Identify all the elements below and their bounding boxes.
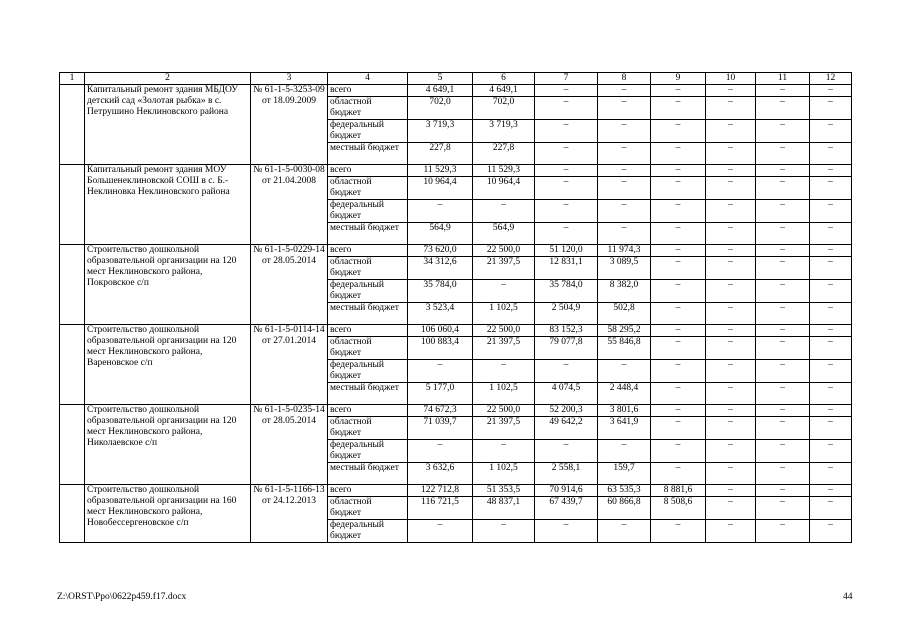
amount-cell: 8 508,6	[651, 497, 706, 520]
funding-source: всего	[328, 245, 408, 257]
amount-cell: 21 397,5	[473, 417, 535, 440]
amount-cell: 100 883,4	[408, 337, 473, 360]
doc-number: № 61-1-5-0114-14	[253, 325, 325, 335]
amount-cell: –	[651, 177, 706, 200]
column-number-header: 11	[756, 73, 810, 85]
amount-cell: –	[651, 223, 706, 245]
amount-cell: –	[810, 497, 852, 520]
amount-cell: –	[535, 177, 598, 200]
funding-source: местный бюджет	[328, 303, 408, 325]
amount-cell: 49 642,2	[535, 417, 598, 440]
amount-cell: –	[810, 200, 852, 223]
footer-file-path: Z:\ORST\Ppo\0622p459.f17.docx	[57, 592, 187, 602]
amount-cell: –	[810, 303, 852, 325]
amount-cell: 1 102,5	[473, 383, 535, 405]
amount-cell: 58 295,2	[598, 325, 651, 337]
expertise-doc	[251, 85, 328, 165]
amount-cell: –	[706, 463, 756, 485]
amount-cell: –	[756, 303, 810, 325]
funding-source: всего	[328, 325, 408, 337]
amount-cell: –	[810, 177, 852, 200]
amount-cell: 21 397,5	[473, 257, 535, 280]
amount-cell: 55 846,8	[598, 337, 651, 360]
doc-date: от 28.05.2014	[262, 256, 316, 266]
amount-cell: 3 632,6	[408, 463, 473, 485]
amount-cell: –	[408, 200, 473, 223]
amount-cell: –	[651, 417, 706, 440]
amount-cell: –	[756, 143, 810, 165]
amount-cell: –	[706, 325, 756, 337]
amount-cell: –	[706, 257, 756, 280]
amount-cell: 122 712,8	[408, 485, 473, 497]
amount-cell: 51 120,0	[535, 245, 598, 257]
amount-cell: –	[756, 337, 810, 360]
amount-cell: –	[651, 325, 706, 337]
amount-cell: –	[756, 463, 810, 485]
amount-cell: –	[756, 325, 810, 337]
column-number-header: 6	[473, 73, 535, 85]
funding-source: федеральный бюджет	[328, 280, 408, 303]
amount-cell: –	[810, 325, 852, 337]
row-index-cell	[60, 85, 85, 165]
amount-cell: –	[651, 120, 706, 143]
amount-cell: –	[756, 280, 810, 303]
table-row	[60, 325, 852, 337]
doc-date: от 24.12.2013	[262, 496, 316, 506]
amount-cell: 502,8	[598, 303, 651, 325]
table-row	[60, 405, 852, 417]
amount-cell: 5 177,0	[408, 383, 473, 405]
amount-cell: –	[706, 485, 756, 497]
funding-source: местный бюджет	[328, 223, 408, 245]
amount-cell: –	[651, 165, 706, 177]
amount-cell: –	[473, 360, 535, 383]
amount-cell: –	[598, 440, 651, 463]
row-index-cell	[60, 485, 85, 543]
funding-source: областной бюджет	[328, 177, 408, 200]
amount-cell: –	[473, 520, 535, 543]
amount-cell: –	[756, 440, 810, 463]
amount-cell: –	[598, 97, 651, 120]
amount-cell: 21 397,5	[473, 337, 535, 360]
amount-cell: –	[651, 440, 706, 463]
amount-cell: –	[810, 223, 852, 245]
amount-cell: –	[706, 143, 756, 165]
expertise-doc	[251, 325, 328, 405]
amount-cell: –	[651, 245, 706, 257]
amount-cell: 227,8	[408, 143, 473, 165]
amount-cell: –	[706, 245, 756, 257]
amount-cell: –	[810, 360, 852, 383]
amount-cell: –	[706, 165, 756, 177]
doc-date: от 27.01.2014	[262, 336, 316, 346]
amount-cell: –	[651, 97, 706, 120]
object-name: Строительство дошкольной образовательной организации на 120 мест Неклиновского района, Покровское с/п	[85, 245, 251, 325]
column-number-header: 3	[251, 73, 328, 85]
amount-cell: 10 964,4	[408, 177, 473, 200]
amount-cell: 702,0	[473, 97, 535, 120]
amount-cell: –	[651, 463, 706, 485]
funding-source: федеральный бюджет	[328, 200, 408, 223]
amount-cell: –	[535, 440, 598, 463]
amount-cell: 60 866,8	[598, 497, 651, 520]
table-row	[60, 245, 852, 257]
funding-source: областной бюджет	[328, 497, 408, 520]
amount-cell: –	[810, 280, 852, 303]
amount-cell: 2 448,4	[598, 383, 651, 405]
doc-date: от 21.04.2008	[262, 176, 316, 186]
amount-cell: 4 074,5	[535, 383, 598, 405]
amount-cell: 4 649,1	[473, 85, 535, 97]
amount-cell: 116 721,5	[408, 497, 473, 520]
amount-cell: –	[706, 337, 756, 360]
budget-table	[59, 72, 852, 543]
amount-cell: 74 672,3	[408, 405, 473, 417]
expertise-doc	[251, 485, 328, 543]
amount-cell: –	[810, 520, 852, 543]
amount-cell: –	[598, 200, 651, 223]
amount-cell: 67 439,7	[535, 497, 598, 520]
amount-cell: –	[598, 177, 651, 200]
amount-cell: –	[810, 245, 852, 257]
table-row	[60, 85, 852, 97]
amount-cell: –	[535, 97, 598, 120]
row-index-cell	[60, 325, 85, 405]
amount-cell: 11 974,3	[598, 245, 651, 257]
amount-cell: 73 620,0	[408, 245, 473, 257]
amount-cell: –	[408, 440, 473, 463]
amount-cell: –	[706, 360, 756, 383]
amount-cell: 83 152,3	[535, 325, 598, 337]
expertise-doc	[251, 405, 328, 485]
amount-cell: 2 504,9	[535, 303, 598, 325]
amount-cell: –	[706, 417, 756, 440]
funding-source: федеральный бюджет	[328, 440, 408, 463]
amount-cell: –	[598, 520, 651, 543]
doc-number: № 61-1-5-0229-14	[253, 245, 325, 255]
amount-cell: –	[756, 85, 810, 97]
amount-cell: –	[756, 165, 810, 177]
amount-cell: –	[651, 360, 706, 383]
amount-cell: –	[756, 360, 810, 383]
amount-cell: –	[535, 520, 598, 543]
amount-cell: –	[651, 383, 706, 405]
amount-cell: 71 039,7	[408, 417, 473, 440]
column-number-header: 10	[706, 73, 756, 85]
amount-cell: –	[598, 165, 651, 177]
column-number-header: 5	[408, 73, 473, 85]
amount-cell: –	[598, 120, 651, 143]
doc-number: № 61-1-5-0235-14	[253, 405, 325, 415]
funding-source: всего	[328, 165, 408, 177]
amount-cell: –	[756, 120, 810, 143]
amount-cell: –	[706, 497, 756, 520]
funding-source: местный бюджет	[328, 143, 408, 165]
amount-cell: –	[756, 485, 810, 497]
amount-cell: –	[598, 143, 651, 165]
amount-cell: 70 914,6	[535, 485, 598, 497]
amount-cell: 227,8	[473, 143, 535, 165]
amount-cell: –	[756, 383, 810, 405]
amount-cell: –	[598, 85, 651, 97]
funding-source: федеральный бюджет	[328, 520, 408, 543]
amount-cell: –	[651, 257, 706, 280]
amount-cell: –	[706, 120, 756, 143]
amount-cell: –	[706, 520, 756, 543]
amount-cell: –	[651, 280, 706, 303]
amount-cell: –	[706, 223, 756, 245]
funding-source: местный бюджет	[328, 463, 408, 485]
amount-cell: –	[651, 200, 706, 223]
amount-cell: –	[535, 85, 598, 97]
object-name: Капитальный ремонт здания МБДОУ детский сад «Золотая рыбка» в с. Петрушино Неклиновского района	[85, 85, 251, 165]
amount-cell: 63 535,3	[598, 485, 651, 497]
amount-cell: 12 831,1	[535, 257, 598, 280]
amount-cell: –	[756, 245, 810, 257]
funding-source: всего	[328, 85, 408, 97]
amount-cell: 3 641,9	[598, 417, 651, 440]
column-number-header: 1	[60, 73, 85, 85]
amount-cell: –	[473, 440, 535, 463]
funding-source: федеральный бюджет	[328, 120, 408, 143]
funding-source: федеральный бюджет	[328, 360, 408, 383]
amount-cell: –	[706, 383, 756, 405]
funding-source: местный бюджет	[328, 383, 408, 405]
doc-number: № 61-1-5-1166-13	[253, 485, 325, 495]
amount-cell: –	[810, 383, 852, 405]
expertise-doc	[251, 165, 328, 245]
amount-cell: –	[756, 200, 810, 223]
amount-cell: 3 801,6	[598, 405, 651, 417]
amount-cell: 3 523,4	[408, 303, 473, 325]
amount-cell: –	[706, 97, 756, 120]
amount-cell: –	[810, 257, 852, 280]
amount-cell: 48 837,1	[473, 497, 535, 520]
amount-cell: –	[810, 417, 852, 440]
amount-cell: –	[810, 120, 852, 143]
amount-cell: 35 784,0	[408, 280, 473, 303]
row-index-cell	[60, 245, 85, 325]
amount-cell: –	[535, 223, 598, 245]
amount-cell: –	[756, 417, 810, 440]
expertise-doc	[251, 245, 328, 325]
amount-cell: 8 881,6	[651, 485, 706, 497]
amount-cell: –	[535, 143, 598, 165]
amount-cell: 564,9	[473, 223, 535, 245]
amount-cell: –	[408, 360, 473, 383]
column-number-header: 2	[85, 73, 251, 85]
amount-cell: –	[810, 463, 852, 485]
amount-cell: 702,0	[408, 97, 473, 120]
amount-cell: –	[706, 405, 756, 417]
amount-cell: –	[810, 485, 852, 497]
amount-cell: 52 200,3	[535, 405, 598, 417]
amount-cell: –	[598, 223, 651, 245]
amount-cell: –	[810, 85, 852, 97]
amount-cell: –	[756, 497, 810, 520]
funding-source: областной бюджет	[328, 97, 408, 120]
header-row	[60, 73, 852, 85]
amount-cell: 22 500,0	[473, 405, 535, 417]
amount-cell: –	[706, 303, 756, 325]
amount-cell: 1 102,5	[473, 463, 535, 485]
amount-cell: 22 500,0	[473, 325, 535, 337]
amount-cell: –	[756, 405, 810, 417]
amount-cell: –	[598, 360, 651, 383]
funding-source: всего	[328, 485, 408, 497]
row-index-cell	[60, 165, 85, 245]
doc-date: от 28.05.2014	[262, 416, 316, 426]
amount-cell: –	[535, 120, 598, 143]
amount-cell: 1 102,5	[473, 303, 535, 325]
amount-cell: –	[651, 405, 706, 417]
amount-cell: 34 312,6	[408, 257, 473, 280]
amount-cell: –	[706, 440, 756, 463]
amount-cell: –	[408, 520, 473, 543]
amount-cell: –	[651, 143, 706, 165]
amount-cell: –	[651, 520, 706, 543]
amount-cell: –	[706, 85, 756, 97]
amount-cell: 3 719,3	[408, 120, 473, 143]
funding-source: областной бюджет	[328, 417, 408, 440]
table-row	[60, 165, 852, 177]
funding-source: областной бюджет	[328, 337, 408, 360]
funding-source: областной бюджет	[328, 257, 408, 280]
row-index-cell	[60, 405, 85, 485]
amount-cell: –	[651, 337, 706, 360]
amount-cell: 3 089,5	[598, 257, 651, 280]
doc-number: № 61-1-5-0030-08	[253, 165, 325, 175]
amount-cell: –	[756, 223, 810, 245]
amount-cell: 51 353,5	[473, 485, 535, 497]
amount-cell: 3 719,3	[473, 120, 535, 143]
amount-cell: 11 529,3	[408, 165, 473, 177]
object-name: Строительство дошкольной образовательной организации на 160 мест Неклиновского района, Новобессергеновское с/п	[85, 485, 251, 543]
amount-cell: –	[706, 280, 756, 303]
amount-cell: –	[810, 143, 852, 165]
amount-cell: –	[756, 520, 810, 543]
funding-source: всего	[328, 405, 408, 417]
amount-cell: –	[756, 177, 810, 200]
amount-cell: 564,9	[408, 223, 473, 245]
object-name: Строительство дошкольной образовательной организации на 120 мест Неклиновского района, Николаевское с/п	[85, 405, 251, 485]
amount-cell: –	[535, 165, 598, 177]
amount-cell: –	[473, 200, 535, 223]
amount-cell: –	[535, 200, 598, 223]
amount-cell: 10 964,4	[473, 177, 535, 200]
amount-cell: –	[706, 200, 756, 223]
column-number-header: 8	[598, 73, 651, 85]
amount-cell: 11 529,3	[473, 165, 535, 177]
amount-cell: –	[473, 280, 535, 303]
column-number-header: 7	[535, 73, 598, 85]
amount-cell: 2 558,1	[535, 463, 598, 485]
amount-cell: 22 500,0	[473, 245, 535, 257]
amount-cell: –	[651, 303, 706, 325]
object-name: Капитальный ремонт здания МОУ Большенеклиновской СОШ в с. Б.-Неклиновка Неклиновского района	[85, 165, 251, 245]
amount-cell: –	[810, 165, 852, 177]
amount-cell: –	[756, 257, 810, 280]
amount-cell: –	[810, 97, 852, 120]
column-number-header: 4	[328, 73, 408, 85]
amount-cell: –	[651, 85, 706, 97]
amount-cell: –	[706, 177, 756, 200]
amount-cell: 106 060,4	[408, 325, 473, 337]
doc-number: № 61-1-5-3253-09	[253, 85, 325, 95]
doc-date: от 18.09.2009	[262, 96, 316, 106]
footer-page-number: 44	[843, 592, 853, 602]
amount-cell: –	[810, 337, 852, 360]
object-name: Строительство дошкольной образовательной организации на 120 мест Неклиновского района, Вареновское с/п	[85, 325, 251, 405]
amount-cell: 35 784,0	[535, 280, 598, 303]
amount-cell: 79 077,8	[535, 337, 598, 360]
column-number-header: 12	[810, 73, 852, 85]
amount-cell: –	[756, 97, 810, 120]
amount-cell: –	[810, 440, 852, 463]
column-number-header: 9	[651, 73, 706, 85]
amount-cell: 159,7	[598, 463, 651, 485]
amount-cell: –	[535, 360, 598, 383]
amount-cell: –	[810, 405, 852, 417]
table-row	[60, 485, 852, 497]
amount-cell: 4 649,1	[408, 85, 473, 97]
amount-cell: 8 382,0	[598, 280, 651, 303]
